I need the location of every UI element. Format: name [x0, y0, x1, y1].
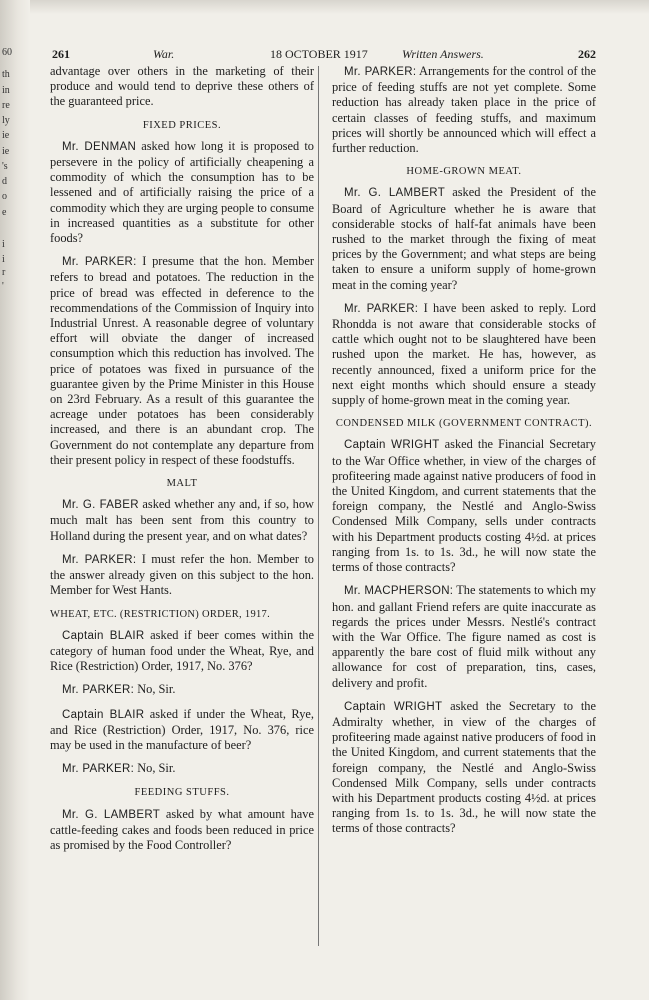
- margin-fragment: i: [2, 239, 5, 250]
- paragraph-text: asked the President of the Board of Agriculture whether he is aware that considerable stocks of half-fat animals have been rushed to the market through the fixing of meat prices by the Government; and what steps are being taken to ensure a uniform supply of home-grown meat in the coming year?: [332, 185, 596, 292]
- left-running-title: War.: [153, 47, 175, 61]
- speaker-name: Mr. G. LAMBERT: [344, 187, 446, 200]
- paragraph-text: I presume that the hon. Member refers to bread and potatoes. The reduction in the price of bread was effected in deference to the recommendations of the Commission of Inquiry into Industrial Unrest. A reasonable degree of voluntary effort will obviate the danger of increased consumption which this reduction has involved. The price of potatoes was fixed in pursuance of the guarantee given by the Prime Minister in this House on 23rd February. As a result of this guarantee the acreage under potatoes has been considerably increased, and there is an abundant crop. The Government do not contemplate any departure from their present policy in respect of these foodstuffs.: [50, 254, 314, 467]
- answer-paragraph: [332, 64, 596, 156]
- margin-fragment: re: [2, 100, 10, 111]
- answer-paragraph: [332, 583, 596, 690]
- margin-fragment: e: [2, 207, 7, 218]
- paragraph-text: asked if beer comes within the category of human food under the Wheat, Rye, and Rice (Restriction) Order, 1917, No. 376?: [50, 627, 314, 674]
- margin-fragment: th: [2, 69, 10, 80]
- answer-paragraph: [50, 552, 314, 599]
- answer-paragraph: [332, 301, 596, 408]
- answer-paragraph: [50, 254, 314, 468]
- speaker-name: Captain WRIGHT: [344, 439, 440, 452]
- right-running-title: Written Answers.: [402, 47, 484, 61]
- speaker-name: Mr. PARKER:: [62, 553, 137, 566]
- margin-fragment: i: [2, 254, 5, 265]
- speaker-name: Mr. DENMAN: [62, 140, 137, 153]
- right-page-number: 262: [578, 47, 596, 61]
- paragraph-text: Arrangements for the control of the price of feeding stuffs are not yet complete. Some reduction has already taken place in the price of certain classes of feeding stuffs, and maximum prices will shortly be announced which will effect a further reduction.: [332, 64, 596, 156]
- question-paragraph: [50, 139, 314, 246]
- question-paragraph: [50, 807, 314, 854]
- question-paragraph: [50, 628, 314, 675]
- margin-fragment: ie: [2, 130, 10, 141]
- section-heading-fixed-prices: FIXED PRICES.: [142, 119, 222, 131]
- margin-fragment: ': [2, 281, 4, 292]
- paragraph-text: asked by what amount have cattle-feeding cakes and foods been reduced in price as promised by the Food Controller?: [50, 806, 315, 852]
- question-paragraph: [332, 699, 596, 837]
- header-date: 18 OCTOBER 1917: [270, 47, 368, 61]
- paragraph-text: asked the Financial Secretary to the War Office whether, in view of the charges of profiteering made against native producers of food in the United Kingdom, and current statements that the foreign company, the Nestlé and Anglo-Swiss Condensed Milk Company, sells under contracts with his Department products costing 4½d. at prices ranging from 1s. to 1s. 3d., he will now state the terms of those contracts?: [332, 437, 596, 575]
- paragraph-text: I must refer the hon. Member to the answer already given on this subject to the hon. Member for West Hants.: [50, 551, 314, 598]
- page-header: [30, 47, 603, 63]
- speaker-name: Captain WRIGHT: [344, 700, 443, 713]
- margin-fragment: ie: [2, 146, 10, 157]
- section-heading-wheat-order: WHEAT, ETC. (RESTRICTION) ORDER, 1917.: [50, 608, 271, 620]
- answer-paragraph: [50, 761, 314, 777]
- speaker-name: Mr. PARKER:: [62, 763, 135, 776]
- section-heading-condensed-milk: CONDENSED MILK (GOVERNMENT CONTRACT).: [335, 418, 593, 430]
- margin-fragment: 60: [2, 47, 12, 58]
- question-paragraph: [50, 497, 314, 544]
- speaker-name: Mr. MACPHERSON:: [344, 585, 454, 598]
- speaker-name: Mr. G. FABER: [62, 499, 139, 512]
- binding-edge: [0, 0, 30, 1000]
- column-divider: [318, 66, 319, 946]
- margin-fragment: 's: [2, 161, 8, 172]
- speaker-name: Mr. PARKER:: [344, 66, 417, 78]
- question-paragraph: [332, 437, 596, 575]
- speaker-name: Mr. G. LAMBERT: [62, 808, 161, 821]
- speaker-name: Captain BLAIR: [62, 708, 145, 721]
- continued-paragraph: advantage over others in the marketing of their produce and would tend to deprive these others of the guaranteed price.: [50, 64, 314, 109]
- page-top-shadow: [0, 0, 649, 14]
- section-heading-malt: MALT: [166, 478, 198, 490]
- left-column: [50, 64, 314, 861]
- paragraph-text: asked if under the Wheat, Rye, and Rice (Restriction) Order, 1917, No. 376, rice may be used in the manufacture of beer?: [50, 706, 314, 752]
- paragraph-text: The statements to which my hon. and gallant Friend refers are quite inaccurate as regards the prices under Messrs. Nestlé's contract with the War Office. The figure named as cost is apparently the bare cost of fluid milk without any allowance for cost of preparation, tins, cases, delivery and profit.: [332, 583, 596, 690]
- question-paragraph: [332, 185, 596, 292]
- question-paragraph: [50, 707, 314, 754]
- answer-paragraph: [50, 682, 314, 698]
- speaker-name: Mr. PARKER:: [62, 684, 135, 697]
- paragraph-text: asked whether any and, if so, how much malt has been sent from this country to Holland during the present year, and on what dates?: [50, 497, 315, 543]
- margin-fragment: ly: [2, 115, 10, 126]
- section-heading-feeding-stuffs: FEEDING STUFFS.: [134, 787, 230, 799]
- paragraph-text: asked how long it is proposed to persevere in the policy of artificially cheapening a commodity of which the consumption has to be lessened and of artificially raising the price of a commodity which they are urging people to consume in increased quantities as a substitute for other foods?: [50, 138, 315, 246]
- margin-fragment: r: [2, 267, 6, 278]
- left-page-number: 261: [52, 47, 70, 61]
- paragraph-text: asked the Secretary to the Admiralty whether, in view of the charges of profiteering made against native producers of food in the United Kingdom, and current statements that the foreign company, the Nestlé and Anglo-Swiss Condensed Milk Company, sells under contracts with his Department products costing 4½d. at prices ranging from 1s. to 1s. 3d., he will now state the terms of those contracts?: [332, 698, 596, 836]
- paragraph-text: No, Sir.: [134, 682, 176, 697]
- margin-fragment: d: [2, 176, 7, 187]
- margin-fragment: o: [2, 191, 7, 202]
- paragraph-text: I have been asked to reply. Lord Rhondda is not aware that considerable stocks of cattle which ought not to be slaughtered have been rushed upon the market. He has, however, as recently announced, fixed a uniform price for the next eight months which should ensure a steady supply of home-grown meat in the coming year.: [332, 300, 596, 408]
- section-heading-home-grown-meat: HOME-GROWN MEAT.: [406, 166, 522, 178]
- speaker-name: Mr. PARKER:: [62, 256, 137, 269]
- speaker-name: Captain BLAIR: [62, 629, 145, 642]
- paragraph-text: No, Sir.: [134, 761, 176, 776]
- right-column: [332, 64, 596, 845]
- speaker-name: Mr. PARKER:: [344, 302, 419, 315]
- margin-fragment: in: [2, 85, 10, 96]
